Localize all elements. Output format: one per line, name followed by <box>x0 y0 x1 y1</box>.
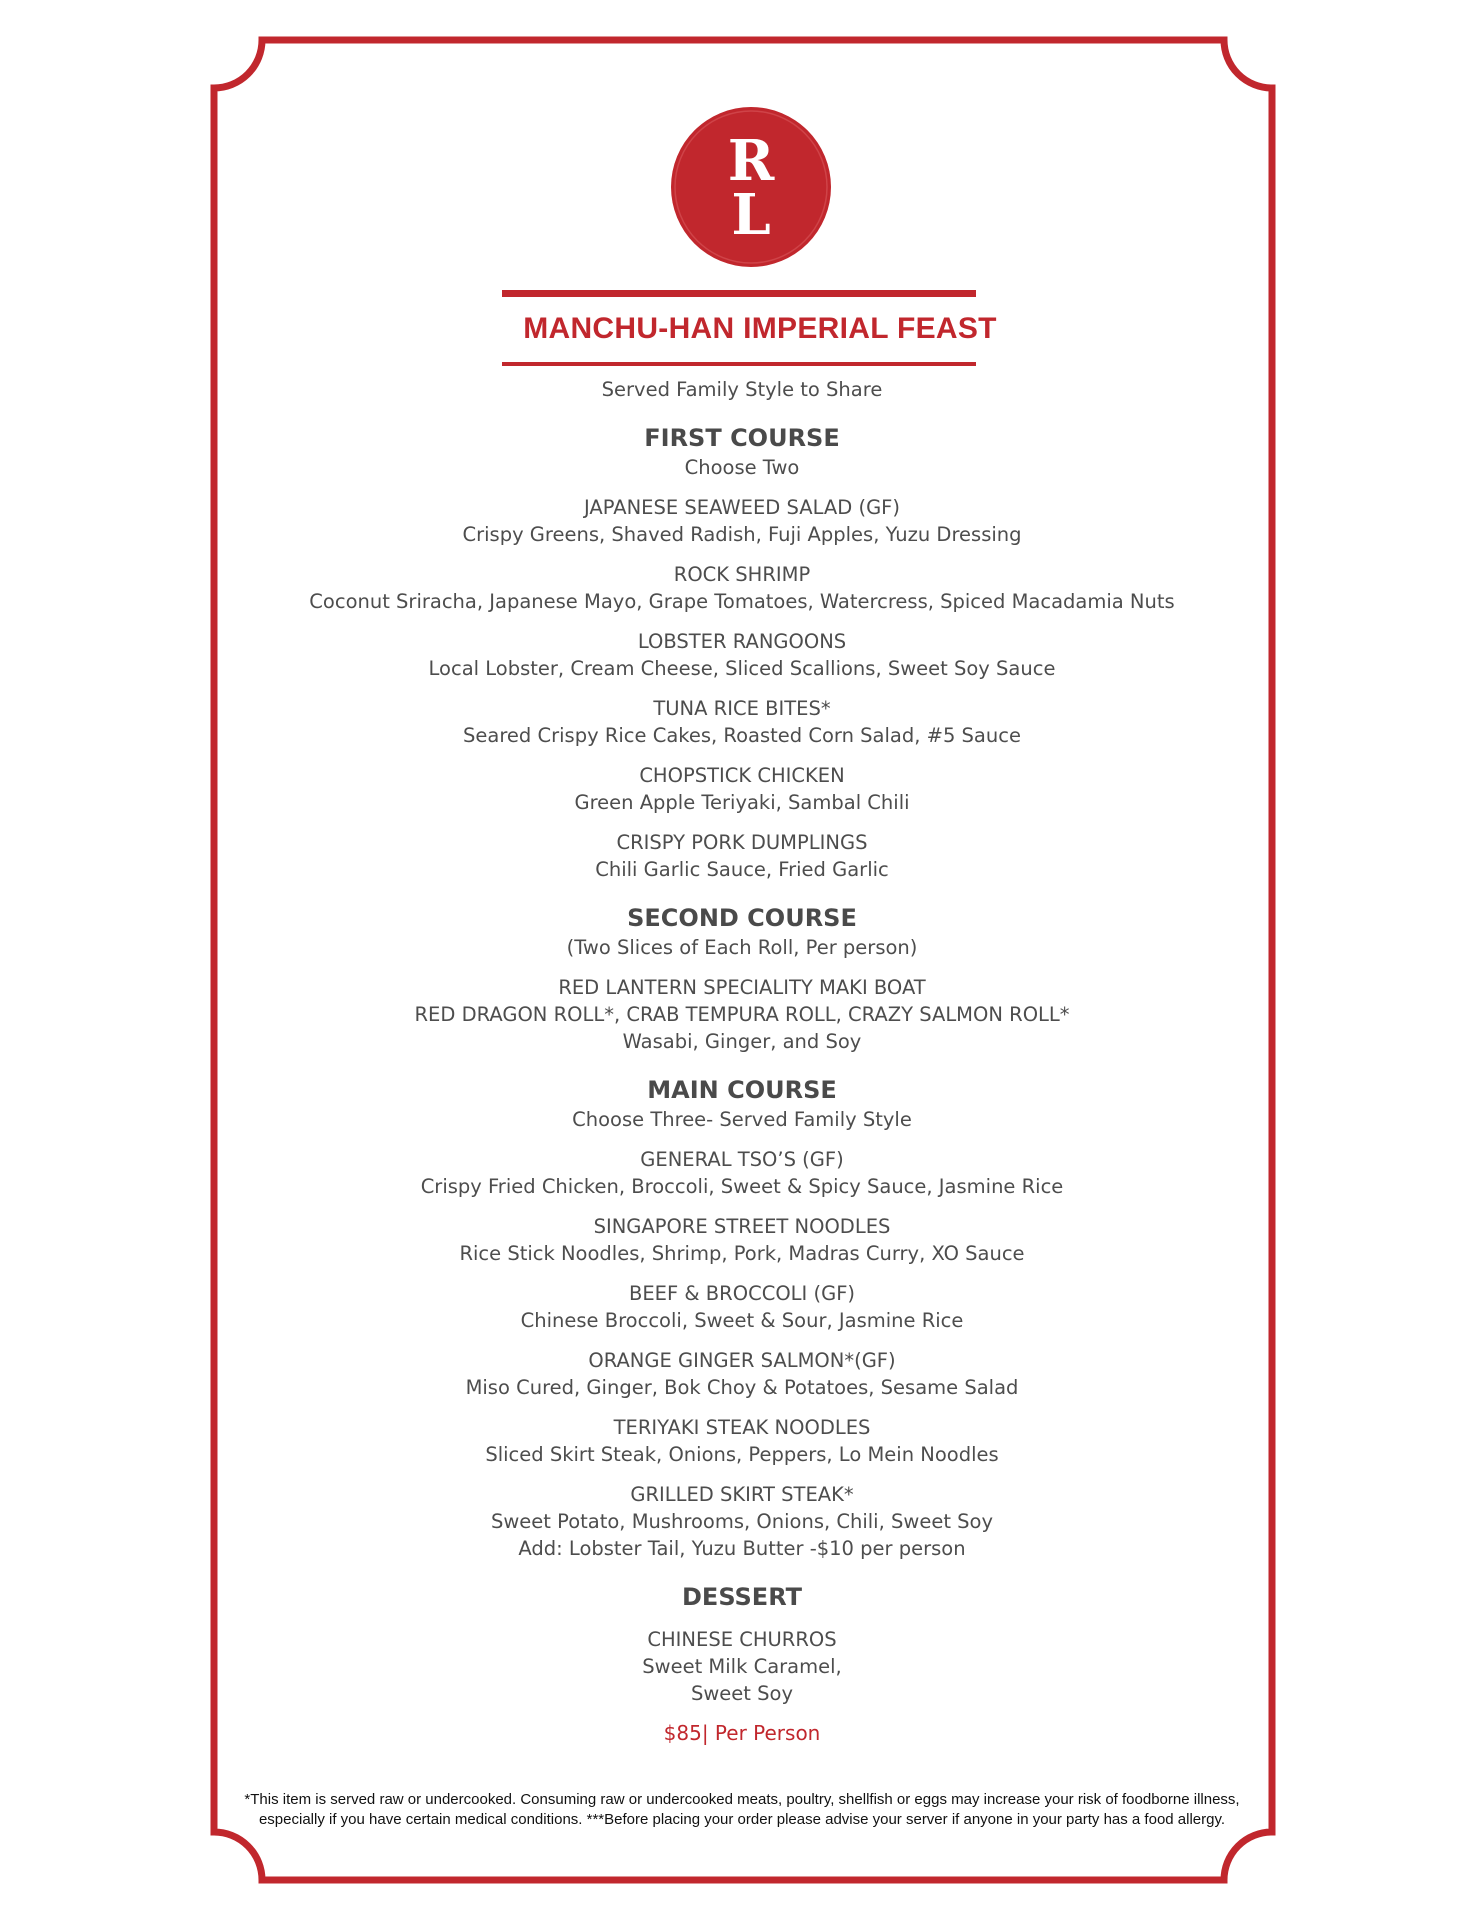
logo-seal <box>668 104 834 270</box>
dish-sides: Wasabi, Ginger, and Soy <box>622 1030 862 1053</box>
dish-name: RED LANTERN SPECIALITY MAKI BOAT <box>558 976 926 999</box>
second-course-heading: SECOND COURSE <box>627 904 857 932</box>
dish-description: Sweet Potato, Mushrooms, Onions, Chili, Sweet Soy <box>490 1510 994 1533</box>
dessert-description: Sweet Milk Caramel, <box>642 1655 842 1678</box>
svg-text:R: R <box>727 128 775 194</box>
dish-name: ROCK SHRIMP <box>673 563 811 586</box>
dish-name: TERIYAKI STEAK NOODLES <box>613 1416 871 1439</box>
title-rule-bottom <box>502 362 976 366</box>
dish-name: LOBSTER RANGOONS <box>637 630 847 653</box>
dish-name: BEEF & BROCCOLI (GF) <box>628 1282 856 1305</box>
main-course-note: Choose Three- Served Family Style <box>572 1108 912 1131</box>
dish-description: Green Apple Teriyaki, Sambal Chili <box>574 791 910 814</box>
dish-name: ORANGE GINGER SALMON*(GF) <box>588 1349 896 1372</box>
second-course-note: (Two Slices of Each Roll, Per person) <box>566 936 918 959</box>
menu-title: MANCHU-HAN IMPERIAL FEAST <box>523 312 997 345</box>
menu-body <box>240 376 1244 1747</box>
dish-description: Sliced Skirt Steak, Onions, Peppers, Lo Mein Noodles <box>485 1443 999 1466</box>
dish-description: Coconut Sriracha, Japanese Mayo, Grape Tomatoes, Watercress, Spiced Macadamia Nuts <box>309 590 1175 613</box>
dish-name: JAPANESE SEAWEED SALAD (GF) <box>584 496 900 519</box>
dish-name: CHOPSTICK CHICKEN <box>639 764 845 787</box>
dish-description: Chili Garlic Sauce, Fried Garlic <box>595 858 889 881</box>
first-course-note: Choose Two <box>684 456 800 479</box>
dish-name: GENERAL TSO’S (GF) <box>640 1148 844 1171</box>
menu-subtitle: Served Family Style to Share <box>601 378 883 401</box>
dish-rolls: RED DRAGON ROLL*, CRAB TEMPURA ROLL, CRAZY SALMON ROLL* <box>414 1003 1070 1026</box>
dish-name: TUNA RICE BITES* <box>653 697 831 720</box>
dessert-heading: DESSERT <box>682 1583 802 1611</box>
dessert-name: CHINESE CHURROS <box>647 1628 837 1651</box>
dessert-description: Sweet Soy <box>690 1682 793 1705</box>
first-course-heading: FIRST COURSE <box>644 424 840 452</box>
dish-addon: Add: Lobster Tail, Yuzu Butter -$10 per person <box>518 1537 966 1560</box>
title-rule-top <box>502 290 976 297</box>
dish-description: Seared Crispy Rice Cakes, Roasted Corn Salad, #5 Sauce <box>463 724 1021 747</box>
dish-name: GRILLED SKIRT STEAK* <box>630 1483 854 1506</box>
dish-name: CRISPY PORK DUMPLINGS <box>616 831 868 854</box>
dish-name: SINGAPORE STREET NOODLES <box>593 1215 891 1238</box>
menu-price: $85| Per Person <box>663 1721 821 1745</box>
dish-description: Crispy Fried Chicken, Broccoli, Sweet & Spicy Sauce, Jasmine Rice <box>420 1175 1064 1198</box>
dish-description: Crispy Greens, Shaved Radish, Fuji Apples, Yuzu Dressing <box>462 523 1022 546</box>
dish-description: Chinese Broccoli, Sweet & Sour, Jasmine Rice <box>520 1309 964 1332</box>
main-course-heading: MAIN COURSE <box>647 1076 837 1104</box>
allergy-disclaimer: *This item is served raw or undercooked. Consuming raw or undercooked meats, poultry, shellfish or eggs may increase your risk of foodborne illness, especially if you have certain medical conditions. ***Before placing your order please advise your server if anyone in your party has a food allergy. <box>244 1791 1240 1828</box>
svg-text:L: L <box>731 182 771 248</box>
dish-description: Miso Cured, Ginger, Bok Choy & Potatoes, Sesame Salad <box>465 1376 1019 1399</box>
dish-description: Rice Stick Noodles, Shrimp, Pork, Madras Curry, XO Sauce <box>459 1242 1025 1265</box>
dish-description: Local Lobster, Cream Cheese, Sliced Scallions, Sweet Soy Sauce <box>428 657 1056 680</box>
